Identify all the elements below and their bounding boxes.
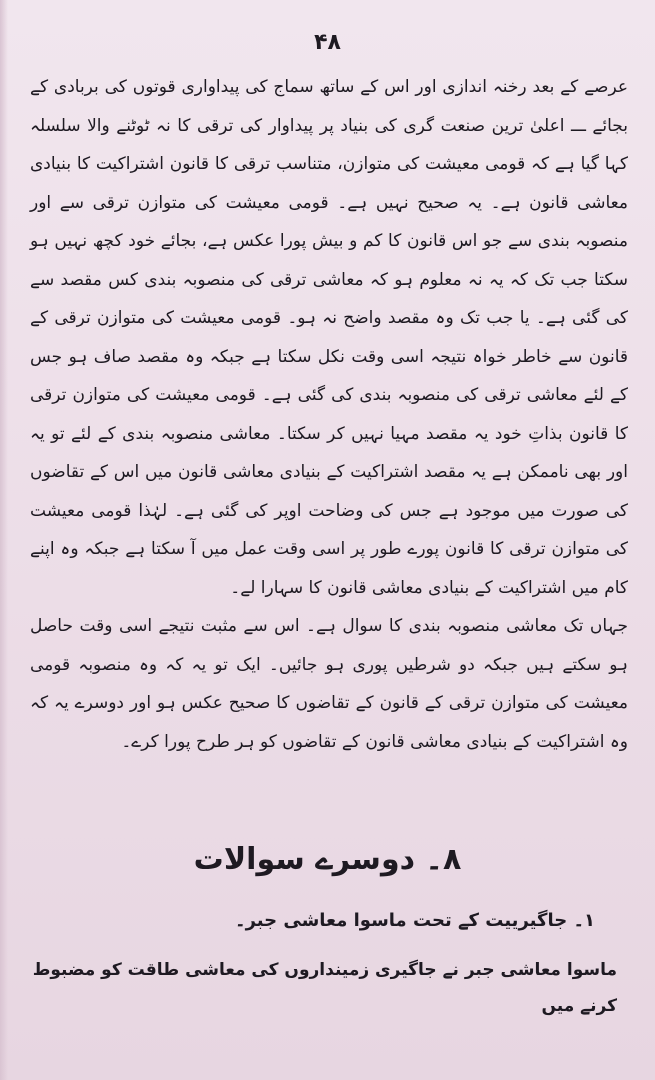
section-title: ۸۔ دوسرے سوالات — [193, 842, 462, 877]
sub-text: ماسوا معاشی جبر نے جاگیری زمینداروں کی معاشی طاقت کو مضبوط کرنے میں — [32, 960, 617, 1016]
paragraph-2: جہاں تک معاشی منصوبہ بندی کا سوال ہے۔ اس سے مثبت نتیجے اسی وقت حاصل ہو سکتے ہیں جبکہ دو شرطیں پوری ہو جائیں۔ ایک تو یہ کہ وہ منصوبہ قومی معیشت کی متوازن ترقی کے قانون کے تقاضوں کا صحیح عکس ہو اور دوسرے یہ کہ وہ اشتراکیت کے بنیادی معاشی قانون کے تقاضوں کو ہر طرح پورا کرے۔ — [30, 616, 628, 752]
body-text — [30, 68, 628, 761]
page-number: ۴۸ — [314, 30, 341, 55]
subheading: ۱۔ جاگیرییت کے تحت ماسوا معاشی جبر۔ — [235, 910, 595, 931]
paragraph-1: عرصے کے بعد رخنہ اندازی اور اس کے ساتھ سماج کی پیداواری قوتوں کی بربادی کے بجائے ـــ اعلیٰ ترین صنعت گری کی بنیاد پر پیداوار کی ترقی کا نہ ٹوٹنے والا سلسلہ کہا گیا ہے کہ قومی معیشت کی متوازن، متناسب ترقی کا قانون اشتراکیت کا بنیادی معاشی قانون ہے۔ یہ صحیح نہیں ہے۔ قومی معیشت کی متوازن ترقی سے اور منصوبہ بندی سے جو اس قانون کا کم و بیش پورا عکس ہے، بجائے خود کچھ نہیں ہو سکتا جب تک کہ یہ نہ معلوم ہو کہ معاشی ترقی کی منصوبہ بندی کس مقصد سے کی گئی ہے۔ یا جب تک وہ مقصد واضح نہ ہو۔ قومی معیشت کی متوازن ترقی کے قانون سے خاطر خواہ نتیجہ اسی وقت نکل سکتا ہے جبکہ وہ مقصد صاف ہو جس کے لئے معاشی ترقی کی منصوبہ بندی کی گئی ہے۔ قومی معیشت کی متوازن ترقی کا قانون بذاتِ خود یہ مقصد مہیا نہیں کر سکتا۔ معاشی منصوبہ بندی کے لئے تو یہ اور بھی ناممکن ہے یہ مقصد اشتراکیت کے بنیادی معاشی قانون میں اس کے تقاضوں کی صورت میں موجود ہے جس کی وضاحت اوپر کی گئی ہے۔ لہٰذا قومی معیشت کی متوازن ترقی کا قانون پورے طور پر اسی وقت عمل میں آ سکتا ہے جبکہ وہ اپنے کام میں اشتراکیت کے بنیادی معاشی قانون کا سہارا لے۔ — [30, 77, 628, 598]
